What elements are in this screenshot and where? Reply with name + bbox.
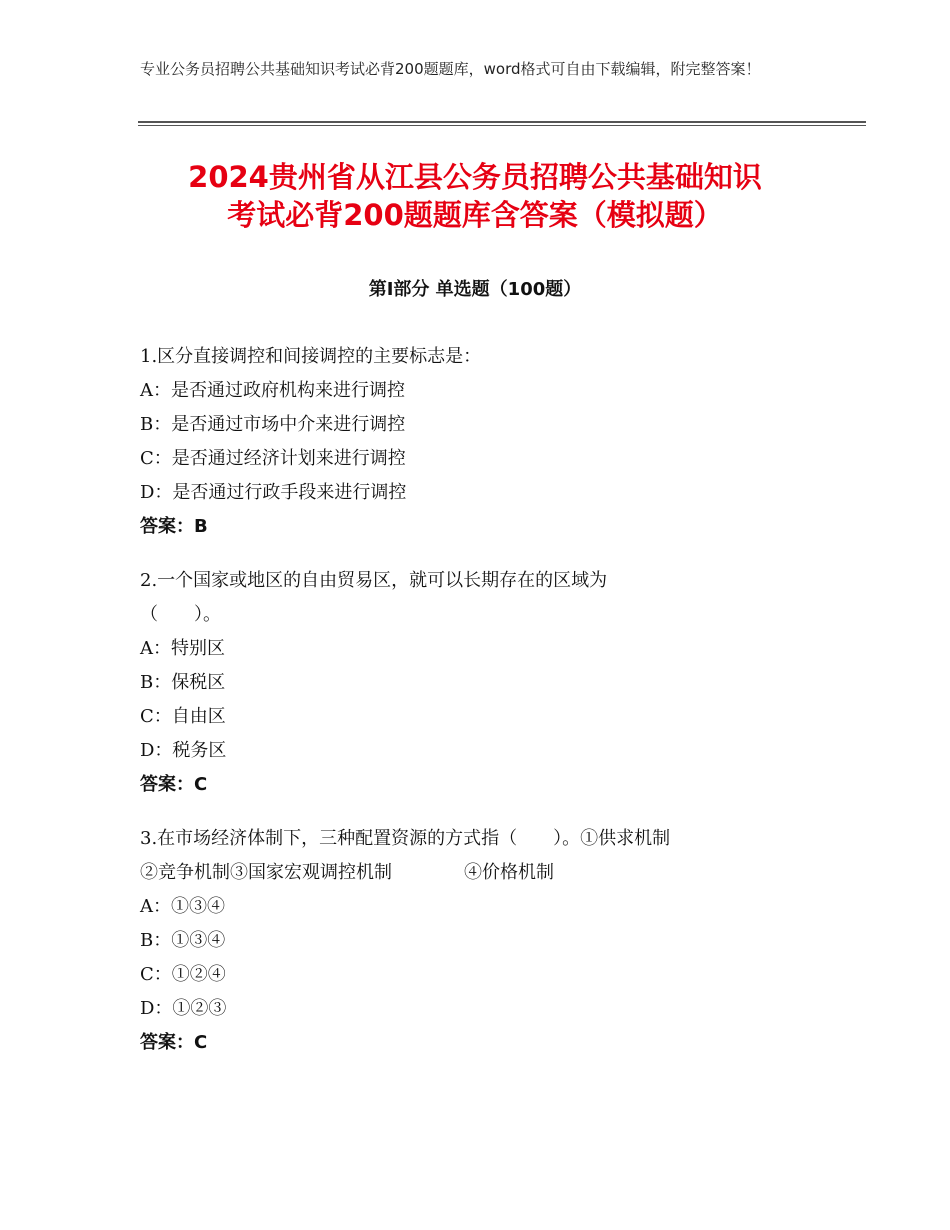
option-a: A：①③④ bbox=[140, 896, 225, 917]
option-b: B：是否通过市场中介来进行调控 bbox=[140, 414, 406, 435]
document-title-line-1: 2024贵州省从江县公务员招聘公共基础知识 bbox=[188, 160, 762, 194]
section-title: 第Ⅰ部分 单选题（100题） bbox=[368, 279, 582, 300]
option-a: A：是否通过政府机构来进行调控 bbox=[140, 380, 405, 401]
question-list bbox=[140, 340, 840, 1080]
answer: 答案：C bbox=[140, 1032, 208, 1053]
header-note: 专业公务员招聘公共基础知识考试必背200题题库，word格式可自由下载编辑，附完整答案！ bbox=[140, 60, 761, 78]
document-title-line-2: 考试必背200题题库含答案（模拟题） bbox=[227, 198, 723, 232]
question-3 bbox=[140, 822, 840, 1060]
question-stem-continued: ②竞争机制③国家宏观调控机制 ④价格机制 bbox=[140, 862, 554, 883]
option-d: D：①②③ bbox=[140, 998, 227, 1019]
option-b: B：①③④ bbox=[140, 930, 226, 951]
option-a: A：特别区 bbox=[140, 638, 225, 659]
question-stem: 2.一个国家或地区的自由贸易区，就可以长期存在的区域为 bbox=[140, 570, 608, 591]
document-title bbox=[100, 158, 850, 234]
answer: 答案：C bbox=[140, 774, 208, 795]
option-c: C：自由区 bbox=[140, 706, 226, 727]
question-2 bbox=[140, 564, 840, 802]
header-divider-thin bbox=[138, 125, 866, 126]
answer: 答案：B bbox=[140, 516, 208, 537]
option-c: C：①②④ bbox=[140, 964, 226, 985]
header-divider-thick bbox=[138, 121, 866, 123]
question-stem-continued: （ ）。 bbox=[140, 604, 221, 625]
question-stem: 1.区分直接调控和间接调控的主要标志是： bbox=[140, 346, 482, 367]
option-b: B：保税区 bbox=[140, 672, 226, 693]
option-c: C：是否通过经济计划来进行调控 bbox=[140, 448, 406, 469]
question-stem: 3.在市场经济体制下，三种配置资源的方式指（ ）。①供求机制 bbox=[140, 828, 671, 849]
option-d: D：税务区 bbox=[140, 740, 227, 761]
question-1 bbox=[140, 340, 840, 544]
option-d: D：是否通过行政手段来进行调控 bbox=[140, 482, 407, 503]
